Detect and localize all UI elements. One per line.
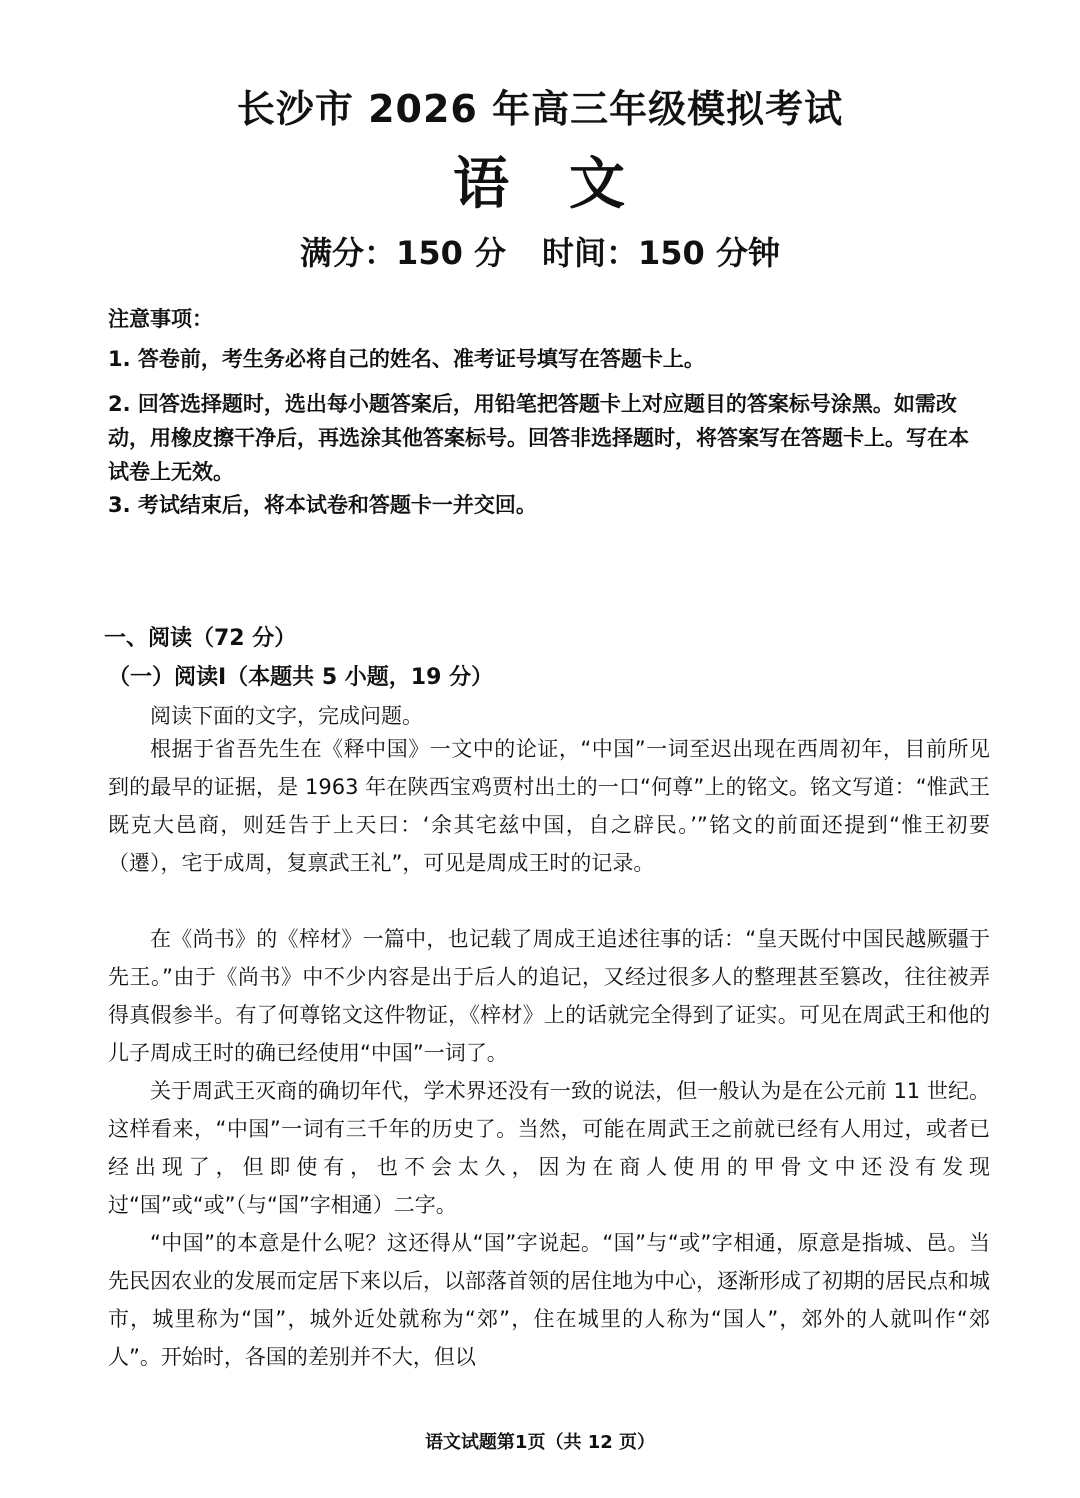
exam-time: 时间：150 分钟 [542, 234, 780, 272]
reading-instruction: 阅读下面的文字，完成问题。 [150, 704, 423, 728]
page-footer: 语文试题第1页（共 12 页） [424, 1432, 656, 1453]
score-time-line [0, 228, 1080, 274]
notice-heading: 注意事项： [108, 307, 213, 331]
passage-paragraph-1: 根据于省吾先生在《释中国》一文中的论证，“中国”一词至迟出现在西周初年，目前所见到的最早的证据，是 1963 年在陕西宝鸡贾村出土的一口“何尊”上的铭文。铭文写道：“惟武王既克大邑商，则廷告于上天曰：‘余其宅兹中国，自之辟民。’”铭文的前面还提到“惟王初要（遷），宅于成周，复禀武王礼”，可见是周成王时的记录。 [108, 737, 990, 875]
subject-heading: 语 文 [453, 152, 627, 217]
passage-paragraph-3: 关于周武王灭商的确切年代，学术界还没有一致的说法，但一般认为是在公元前 11 世纪。这样看来，“中国”一词有三千年的历史了。当然，可能在周武王之前就已经有人用过，或者已经出现了，但即使有，也不会太久，因为在商人使用的甲骨文中还没有发现过“国”或“或”（与“国”字相通）二字。 [108, 1079, 990, 1217]
passage-paragraph-4: “中国”的本意是什么呢？这还得从“国”字说起。“国”与“或”字相通，原意是指城、邑。当先民因农业的发展而定居下来以后，以部落首领的居住地为中心，逐渐形成了初期的居民点和城市，城里称为“国”，城外近处就称为“郊”，住在城里的人称为“国人”，郊外的人就叫作“郊人”。开始时，各国的差别并不大，但以 [108, 1231, 990, 1369]
section-title: 一、阅读（72 分） [104, 626, 297, 651]
notice-item-3: 3. 考试结束后，将本试卷和答题卡一并交回。 [108, 493, 537, 517]
section-subtitle: （一）阅读Ⅰ（本题共 5 小题，19 分） [108, 665, 494, 690]
passage-paragraph-2: 在《尚书》的《梓材》一篇中，也记载了周成王追述往事的话：“皇天既付中国民越厥疆于先王。”由于《尚书》中不少内容是出于后人的追记，又经过很多人的整理甚至篡改，往往被弄得真假参半。有了何尊铭文这件物证，《梓材》上的话就完全得到了证实。可见在周武王和他的儿子周成王时的确已经使用“中国”一词了。 [108, 927, 990, 1065]
exam-title: 长沙市 2026 年高三年级模拟考试 [236, 87, 844, 131]
notice-item-2: 2. 回答选择题时，选出每小题答案后，用铅笔把答题卡上对应题目的答案标号涂黑。如需改动，用橡皮擦干净后，再选涂其他答案标号。回答非选择题时，将答案写在答题卡上。写在本试卷上无效。 [108, 392, 969, 484]
notice-item-1: 1. 答卷前，考生务必将自己的姓名、准考证号填写在答题卡上。 [108, 347, 705, 371]
full-score: 满分：150 分 [300, 234, 506, 272]
